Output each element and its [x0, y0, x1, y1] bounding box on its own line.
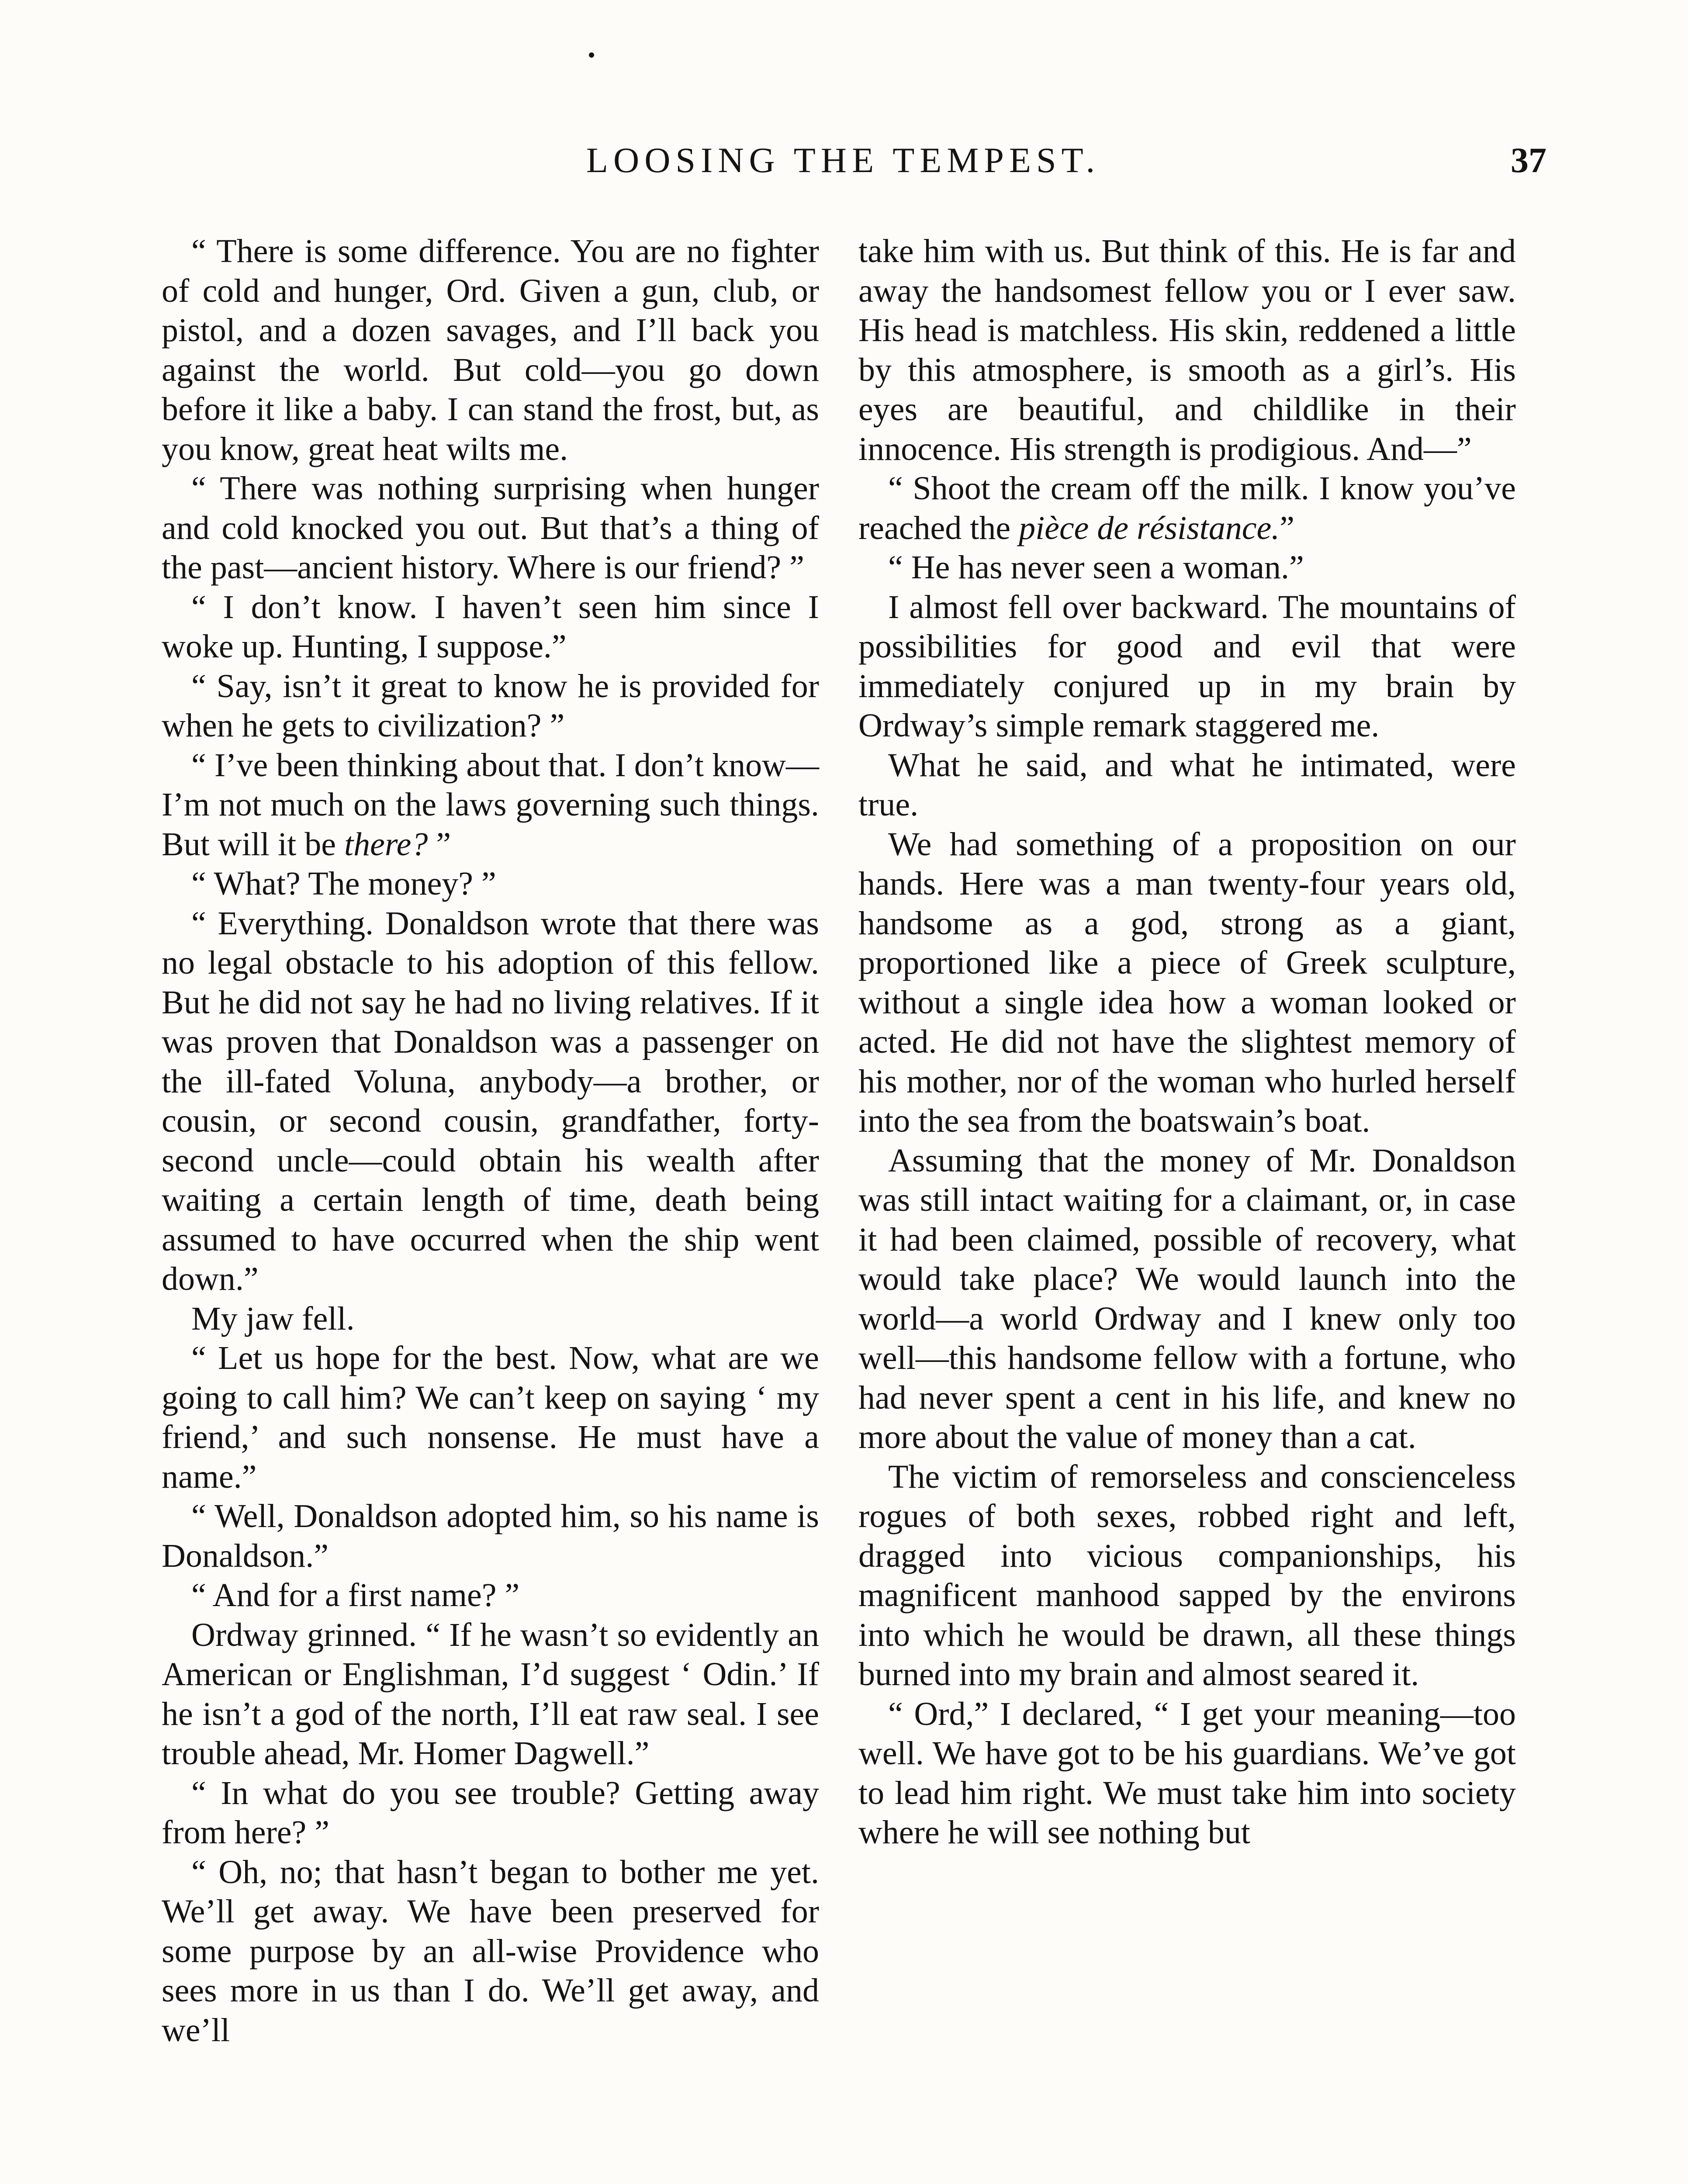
paragraph: [162, 746, 819, 864]
paragraph-text: “ What? The money? ”: [191, 865, 496, 902]
paragraph: [858, 746, 1516, 825]
paragraph-text: Assuming that the money of Mr. Donaldson was still intact waiting for a claimant, or, in case it had been claimed, possible of recovery, what would take place? We would launch into the world—a world Ordway and I knew only too well—this handsome fellow with a fortune, who had never spent a cent in his life, and knew no more about the value of money than a cat.: [858, 1142, 1516, 1455]
page-number: 37: [1511, 140, 1546, 180]
paragraph: [858, 469, 1516, 548]
paragraph-text: “ Ord,” I declared, “ I get your meaning—too well. We have got to be his guardians. We’ve got to lead him right. We must take him into society where he will see nothing but: [858, 1695, 1516, 1851]
paragraph-text: My jaw fell.: [191, 1300, 355, 1337]
paragraph-text: We had something of a proposition on our hands. Here was a man twenty-four years old, handsome as a god, strong as a giant, proportioned like a piece of Greek sculpture, without a single idea how a woman looked or acted. He did not have the slightest memory of his mother, nor of the woman who hurled herself into the sea from the boatswain’s boat.: [858, 826, 1516, 1139]
paragraph-text: The victim of remorseless and conscienceless rogues of both sexes, robbed right and left, dragged into vicious companionships, his magnificent manhood sapped by the environs into which he would be drawn, all these things burned into my brain and almost seared it.: [858, 1458, 1516, 1693]
ornament-dot: [589, 52, 594, 58]
right-column: [858, 232, 1516, 1852]
paragraph: [162, 1773, 819, 1852]
paragraph: [162, 232, 819, 469]
left-column: [162, 232, 819, 2050]
paragraph: [162, 1496, 819, 1576]
paragraph-text: “ Shoot the cream off the milk. I know you’ve reached the: [858, 470, 1516, 546]
paragraph: [162, 1576, 819, 1615]
paragraph: [162, 1615, 819, 1773]
paragraph: [162, 904, 819, 1299]
paragraph-text: “ In what do you see trouble? Getting away from here? ”: [162, 1774, 819, 1851]
paragraph-text: “ He has never seen a woman.”: [888, 549, 1304, 586]
paragraph: [858, 587, 1516, 746]
paragraph-text: “ Everything. Donaldson wrote that there was no legal obstacle to his adoption of this fellow. But he did not say he had no living relatives. If it was proven that Donaldson was a passenger on the ill-fated Voluna, anybody—a brother, or cousin, or second cousin, grandfather, forty-second uncle—could obtain his wealth after waiting a certain length of time, death being assumed to have occurred when the ship went down.”: [162, 905, 819, 1297]
paragraph-text: What he said, and what he intimated, were true.: [858, 746, 1516, 823]
paragraph-text: Ordway grinned. “ If he wasn’t so evidently an American or Englishman, I’d suggest ‘ Odin.’ If he isn’t a god of the north, I’ll eat raw seal. I see trouble ahead, Mr. Homer Dagwell.”: [162, 1616, 819, 1772]
paragraph: [162, 587, 819, 667]
paragraph-text: “ There was nothing surprising when hunger and cold knocked you out. But that’s a thing of the past—ancient history. Where is our friend? ”: [162, 470, 819, 586]
emphasis-text: pièce de résistance.: [1019, 509, 1280, 546]
paragraph: [162, 667, 819, 746]
paragraph-text: “ Let us hope for the best. Now, what are we going to call him? We can’t keep on saying ‘ my friend,’ and such nonsense. He must have a name.”: [162, 1340, 819, 1495]
paragraph: [858, 232, 1516, 469]
paragraph: [162, 469, 819, 587]
paragraph: [162, 1299, 819, 1339]
paragraph-text: “ And for a first name? ”: [191, 1577, 520, 1614]
paragraph: [858, 825, 1516, 1141]
paragraph-text: I almost fell over backward. The mountains of possibilities for good and evil that were immediately conjured up in my brain by Ordway’s simple remark staggered me.: [858, 588, 1516, 744]
paragraph-text: “ I’ve been thinking about that. I don’t know—I’m not much on the laws governing such things. But will it be: [162, 746, 819, 863]
paragraph: [858, 1457, 1516, 1694]
emphasis-text: there?: [344, 826, 428, 863]
paragraph-text: take him with us. But think of this. He is far and away the handsomest fellow you or I ever saw. His head is matchless. His skin, reddened a little by this atmosphere, is smooth as a girl’s. His eyes are beautiful, and childlike in their innocence. His strength is prodigious. And—”: [858, 233, 1516, 467]
page-header: [166, 140, 1546, 192]
running-title: LOOSING THE TEMPEST.: [586, 140, 1100, 180]
paragraph-text-tail: ”: [428, 826, 451, 863]
paragraph-text: “ I don’t know. I haven’t seen him since I woke up. Hunting, I suppose.”: [162, 588, 819, 665]
paragraph: [162, 1338, 819, 1496]
paragraph-text: “ There is some difference. You are no fighter of cold and hunger, Ord. Given a gun, club, or pistol, and a dozen savages, and I’ll back you against the world. But cold—you go down before it like a baby. I can stand the frost, but, as you know, great heat wilts me.: [162, 233, 819, 467]
paragraph-text: “ Say, isn’t it great to know he is provided for when he gets to civilization? ”: [162, 667, 819, 744]
paragraph-text-tail: ”: [1280, 509, 1295, 546]
paragraph: [162, 1852, 819, 2050]
paragraph: [162, 864, 819, 904]
paragraph: [858, 1694, 1516, 1852]
paragraph-text: “ Oh, no; that hasn’t began to bother me yet. We’ll get away. We have been preserved for some purpose by an all-wise Providence who sees more in us than I do. We’ll get away, and we’ll: [162, 1853, 819, 2049]
paragraph: [858, 1141, 1516, 1457]
paragraph-text: “ Well, Donaldson adopted him, so his name is Donaldson.”: [162, 1498, 819, 1574]
paragraph: [858, 548, 1516, 587]
